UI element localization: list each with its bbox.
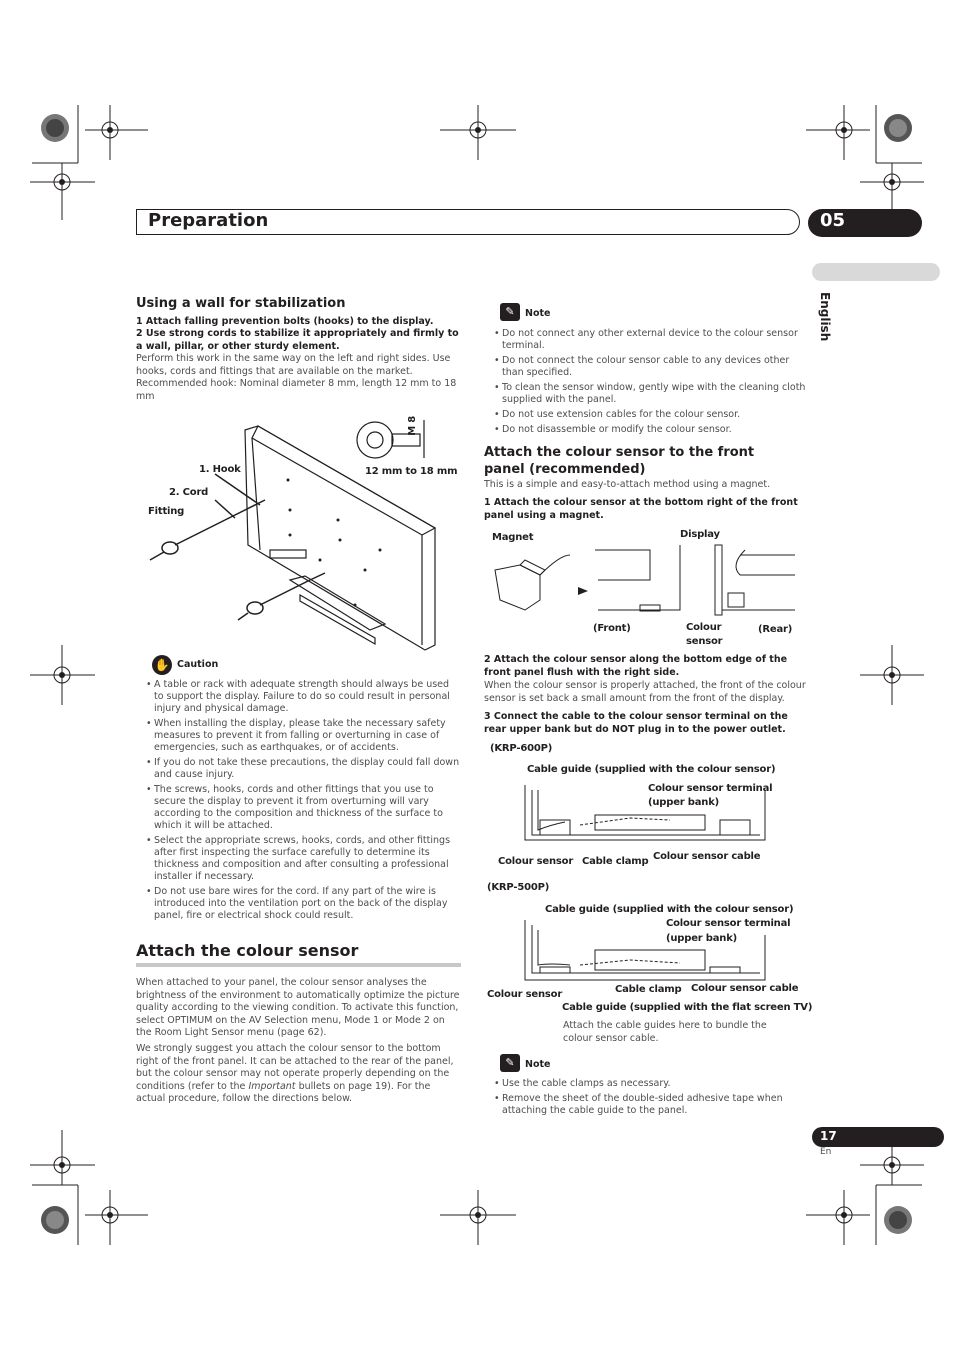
sensor-label: sensor <box>686 636 723 647</box>
caution-label: Caution <box>177 659 219 670</box>
para2-emphasis: Important <box>248 1080 296 1092</box>
caution-item: • Do not use bare wires for the cord. If any part of the wire is introduced into the ventilation port on the back of the display panel, fire or electrical shock could result. <box>146 886 461 922</box>
krp500-diagram <box>520 915 770 985</box>
note-item: • Do not connect any other external device to the colour sensor terminal. <box>494 328 810 352</box>
krp500-caption: Attach the cable guides here to bundle the colour sensor cable. <box>563 1020 767 1044</box>
caution-item: • A table or rack with adequate strength should always be used to support the display. Failure to do so could result in personal injury and physical damage. <box>146 679 461 715</box>
krp500-cable-guide: Cable guide (supplied with the colour sensor) <box>545 904 794 915</box>
wall-stabilization-diagram <box>140 410 460 650</box>
stabilization-body: Perform this work in the same way on the left and right sides. Use hooks, cords and fittings that are available on the market. Recommended hook: Nominal diameter 8 mm, length 12 mm to 18 mm <box>136 353 457 402</box>
front-panel-step-3: 3 Connect the cable to the colour sensor terminal on the rear upper bank but do NOT plug in to the power outlet. <box>484 711 788 735</box>
fitting-label: Fitting <box>148 506 185 517</box>
note-item: • Do not disassemble or modify the colour sensor. <box>494 424 810 436</box>
colour-sensor-para-1: When attached to your panel, the colour sensor analyses the brightness of the environment to automatically optimize the picture quality according to the viewing condition. To activate this function, select OPTIMUM on the AV Selection menu, Mode 1 or Mode 2 on the Room Light Sensor menu (page 62). <box>136 977 460 1038</box>
krp600-model: (KRP-600P) <box>490 743 553 754</box>
para2-text-b: bullets on page 19). For the actual procedure, follow the directions below. <box>136 1080 431 1104</box>
chapter-number: 05 <box>808 209 922 237</box>
note-item: • Do not use extension cables for the colour sensor. <box>494 409 810 421</box>
pencil-icon: ✎ <box>500 303 520 321</box>
krp600-diagram <box>520 780 773 850</box>
note-2-label: Note <box>525 1059 551 1070</box>
front-panel-step-1: 1 Attach the colour sensor at the bottom right of the front panel using a magnet. <box>484 497 798 521</box>
krp600-cable-guide: Cable guide (supplied with the colour sensor) <box>527 764 776 775</box>
note-2-list <box>494 1078 804 1120</box>
stabilization-step-2: 2 Use strong cords to stabilize it appropriately and firmly to a wall, pillar, or other sturdy element. <box>136 328 459 352</box>
krp600-clamp: Cable clamp <box>582 856 649 867</box>
hook-label: 1. Hook <box>199 464 241 475</box>
front-panel-heading: Attach the colour sensor to the front panel (recommended) <box>484 445 755 477</box>
front-label: (Front) <box>593 623 631 634</box>
krp600-sensor: Colour sensor <box>498 856 574 867</box>
page-language: En <box>820 1147 832 1157</box>
cord-label: 2. Cord <box>169 487 209 498</box>
display-label: Display <box>680 529 720 540</box>
krp600-terminal-bank: (upper bank) <box>648 797 720 808</box>
caution-item: • Select the appropriate screws, hooks, cords, and other fittings after first inspecting the surface carefully to determine its thickness and composition and after consulting a professional installer if necessary. <box>146 835 461 883</box>
language-label: English <box>818 292 832 342</box>
note-list <box>494 328 810 439</box>
krp500-terminal-bank: (upper bank) <box>666 933 738 944</box>
pencil-icon: ✎ <box>500 1054 520 1072</box>
note-item: • Do not connect the colour sensor cable to any devices other than specified. <box>494 355 810 379</box>
krp500-terminal: Colour sensor terminal <box>666 918 791 929</box>
language-tab <box>812 263 940 281</box>
stabilization-step-1: 1 Attach falling prevention bolts (hooks) to the display. <box>136 316 434 327</box>
section-rule <box>136 963 461 967</box>
magnet-label: Magnet <box>492 532 534 543</box>
note-2-item: • Use the cable clamps as necessary. <box>494 1078 804 1090</box>
krp600-terminal: Colour sensor terminal <box>648 783 773 794</box>
page-title: Preparation <box>148 210 269 231</box>
caution-item: • The screws, hooks, cords and other fittings that you use to secure the display to prevent it from overturning will vary according to the composition and thickness of the surface to which it will be attached. <box>146 784 461 832</box>
krp500-clamp: Cable clamp <box>615 984 682 995</box>
colour-label: Colour <box>686 622 722 633</box>
front-panel-intro: This is a simple and easy-to-attach method using a magnet. <box>484 479 771 490</box>
caution-list <box>146 679 461 925</box>
m8-label: M 8 <box>407 416 418 436</box>
krp500-model: (KRP-500P) <box>487 882 550 893</box>
para2-text-a: We strongly suggest you attach the colour sensor to the bottom right of the front panel. It can be attached to the rear of the panel, but the colour sensor may not operate properly depending on the conditions (refer to the <box>136 1043 454 1092</box>
colour-sensor-para-2 <box>136 1043 461 1106</box>
length-label: 12 mm to 18 mm <box>365 466 458 477</box>
caution-item: • When installing the display, please take the necessary safety measures to prevent it from falling or overturning in case of emergencies, such as earthquakes, or of accidents. <box>146 718 461 754</box>
page-number: 17 <box>812 1127 944 1147</box>
front-panel-step-2: 2 Attach the colour sensor along the bottom edge of the front panel flush with the right side. <box>484 654 788 678</box>
krp500-cable: Colour sensor cable <box>691 983 799 994</box>
note-item: • To clean the sensor window, gently wipe with the cleaning cloth supplied with the panel. <box>494 382 810 406</box>
krp500-sensor: Colour sensor <box>487 989 563 1000</box>
krp600-cable: Colour sensor cable <box>653 851 761 862</box>
hand-icon: ✋ <box>152 655 172 675</box>
rear-label: (Rear) <box>758 624 793 635</box>
note-2-item: • Remove the sheet of the double-sided adhesive tape when attaching the cable guide to the panel. <box>494 1093 804 1117</box>
colour-sensor-heading: Attach the colour sensor <box>136 941 359 960</box>
krp500-cable-guide-tv: Cable guide (supplied with the flat screen TV) <box>562 1002 813 1013</box>
note-label: Note <box>525 308 551 319</box>
stabilization-heading: Using a wall for stabilization <box>136 296 346 311</box>
magnet-diagram <box>490 545 810 635</box>
front-panel-step-2-body: When the colour sensor is properly attached, the front of the colour sensor is set back a small amount from the front of the display. <box>484 680 806 704</box>
caution-item: • If you do not take these precautions, the display could fall down and cause injury. <box>146 757 461 781</box>
